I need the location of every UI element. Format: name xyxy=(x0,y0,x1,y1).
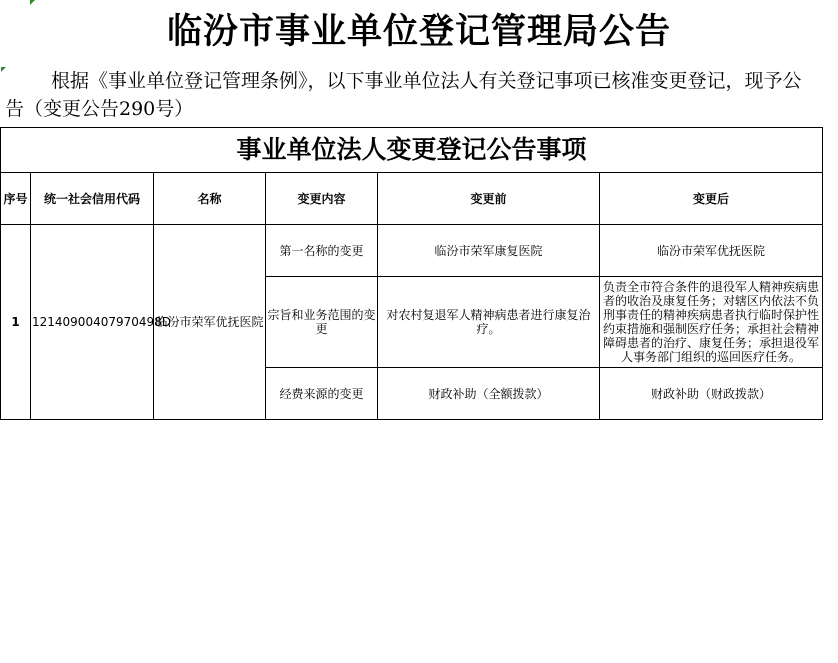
cell-seq: 1 xyxy=(1,225,31,420)
cell-credit-code: 12140900407970498D xyxy=(31,225,154,420)
cell-after: 临汾市荣军优抚医院 xyxy=(600,225,823,277)
cell-after: 负责全市符合条件的退役军人精神疾病患者的收治及康复任务；对辖区内依法不负刑事责任的精神疾病患者执行临时保护性约束措施和强制医疗任务；承担社会精神障碍患者的治疗、康复任务；承担退役军人事务部门组织的巡回医疗任务。 xyxy=(600,277,823,368)
page-title: 临汾市事业单位登记管理局公告 xyxy=(166,12,671,52)
table-row xyxy=(1,225,823,277)
header-before: 变更前 xyxy=(378,173,600,225)
cell-name: 临汾市荣军优抚医院 xyxy=(154,225,266,420)
header-credit-code: 统一社会信用代码 xyxy=(31,173,154,225)
cell-change-item: 经费来源的变更 xyxy=(266,368,378,420)
cell-before: 临汾市荣军康复医院 xyxy=(378,225,600,277)
intro-paragraph: 根据《事业单位登记管理条例》，以下事业单位法人有关登记事项已核准变更登记，现予公告（变更公告290号） xyxy=(5,70,802,120)
announcement-table xyxy=(0,127,823,420)
cell-change-item: 第一名称的变更 xyxy=(266,225,378,277)
header-name: 名称 xyxy=(154,173,266,225)
header-seq: 序号 xyxy=(1,173,31,225)
table-banner: 事业单位法人变更登记公告事项 xyxy=(1,128,823,173)
header-after: 变更后 xyxy=(600,173,823,225)
table-header-row xyxy=(1,173,823,225)
cell-after: 财政补助（财政拨款） xyxy=(600,368,823,420)
cell-change-item: 宗旨和业务范围的变更 xyxy=(266,277,378,368)
cell-before: 对农村复退军人精神病患者进行康复治疗。 xyxy=(378,277,600,368)
cell-before: 财政补助（全额拨款） xyxy=(378,368,600,420)
header-change-item: 变更内容 xyxy=(266,173,378,225)
